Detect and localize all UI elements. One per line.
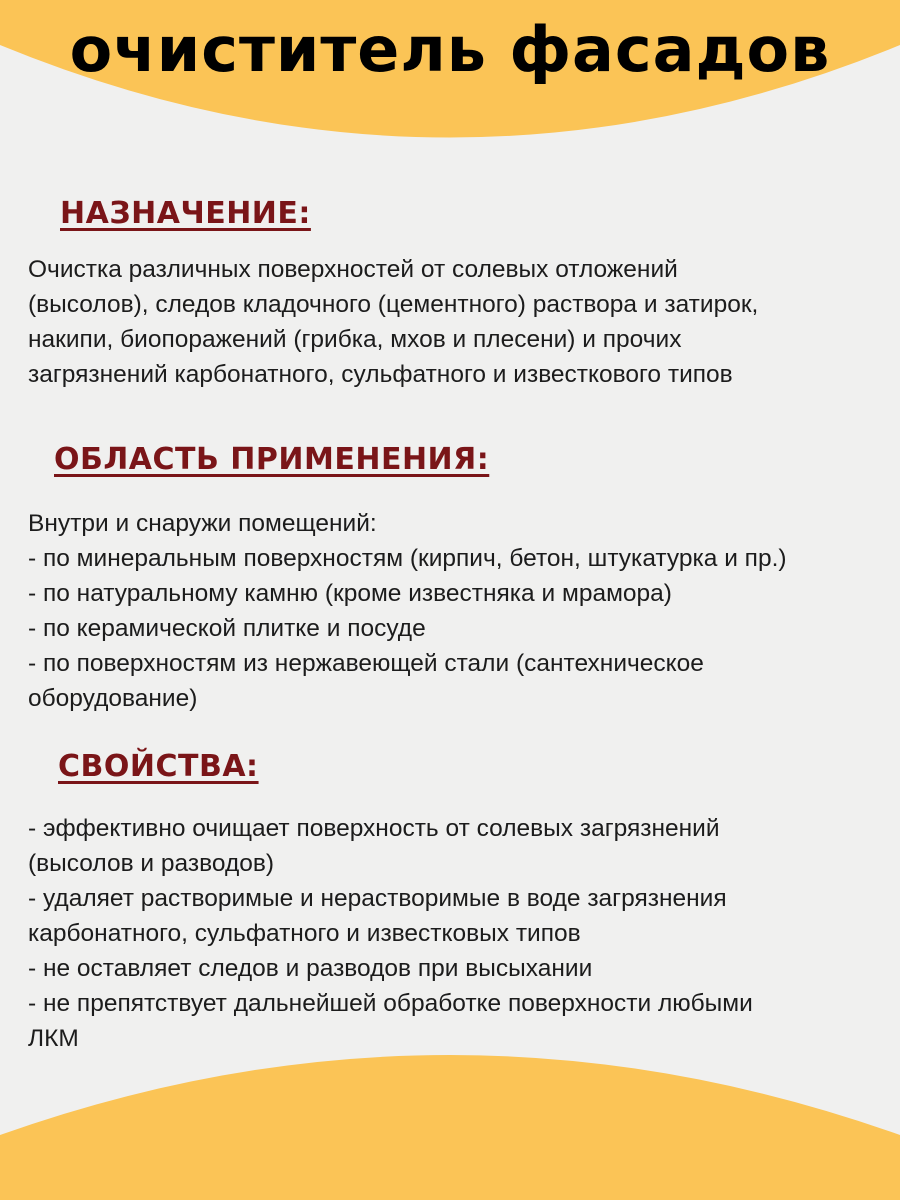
text-line: накипи, биопоражений (грибка, мхов и плесени) и прочих <box>28 326 682 353</box>
section-heading-purpose: НАЗНАЧЕНИЕ: <box>60 196 311 231</box>
text-line: Внутри и снаружи помещений: <box>28 510 377 537</box>
section-heading-properties: СВОЙСТВА: <box>58 749 259 784</box>
text-line: - по поверхностям из нержавеющей стали (сантехническое <box>28 650 704 677</box>
text-line: - по минеральным поверхностям (кирпич, бетон, штукатурка и пр.) <box>28 545 787 572</box>
text-line: ЛКМ <box>28 1025 79 1052</box>
section-text-properties <box>28 811 878 1056</box>
text-line: - по керамической плитке и посуде <box>28 615 426 642</box>
text-line: - не оставляет следов и разводов при высыхании <box>28 955 593 982</box>
text-line: загрязнений карбонатного, сульфатного и известкового типов <box>28 361 733 388</box>
text-line: - удаляет растворимые и нерастворимые в воде загрязнения <box>28 885 727 912</box>
text-line: (высолов и разводов) <box>28 850 275 877</box>
text-line: оборудование) <box>28 685 198 712</box>
text-line: - не препятствует дальнейшей обработке поверхности любыми <box>28 990 753 1017</box>
page-title: очиститель фасадов <box>69 13 831 86</box>
bottom-yellow-band <box>0 1055 900 1200</box>
text-line: карбонатного, сульфатного и известковых типов <box>28 920 581 947</box>
text-line: (высолов), следов кладочного (цементного) раствора и затирок, <box>28 291 759 318</box>
text-line: - эффективно очищает поверхность от солевых загрязнений <box>28 815 720 842</box>
section-text-application <box>28 506 878 716</box>
text-line: Очистка различных поверхностей от солевых отложений <box>28 256 678 283</box>
section-text-purpose <box>28 252 878 392</box>
section-heading-application: ОБЛАСТЬ ПРИМЕНЕНИЯ: <box>54 442 490 477</box>
text-line: - по натуральному камню (кроме известняка и мрамора) <box>28 580 672 607</box>
